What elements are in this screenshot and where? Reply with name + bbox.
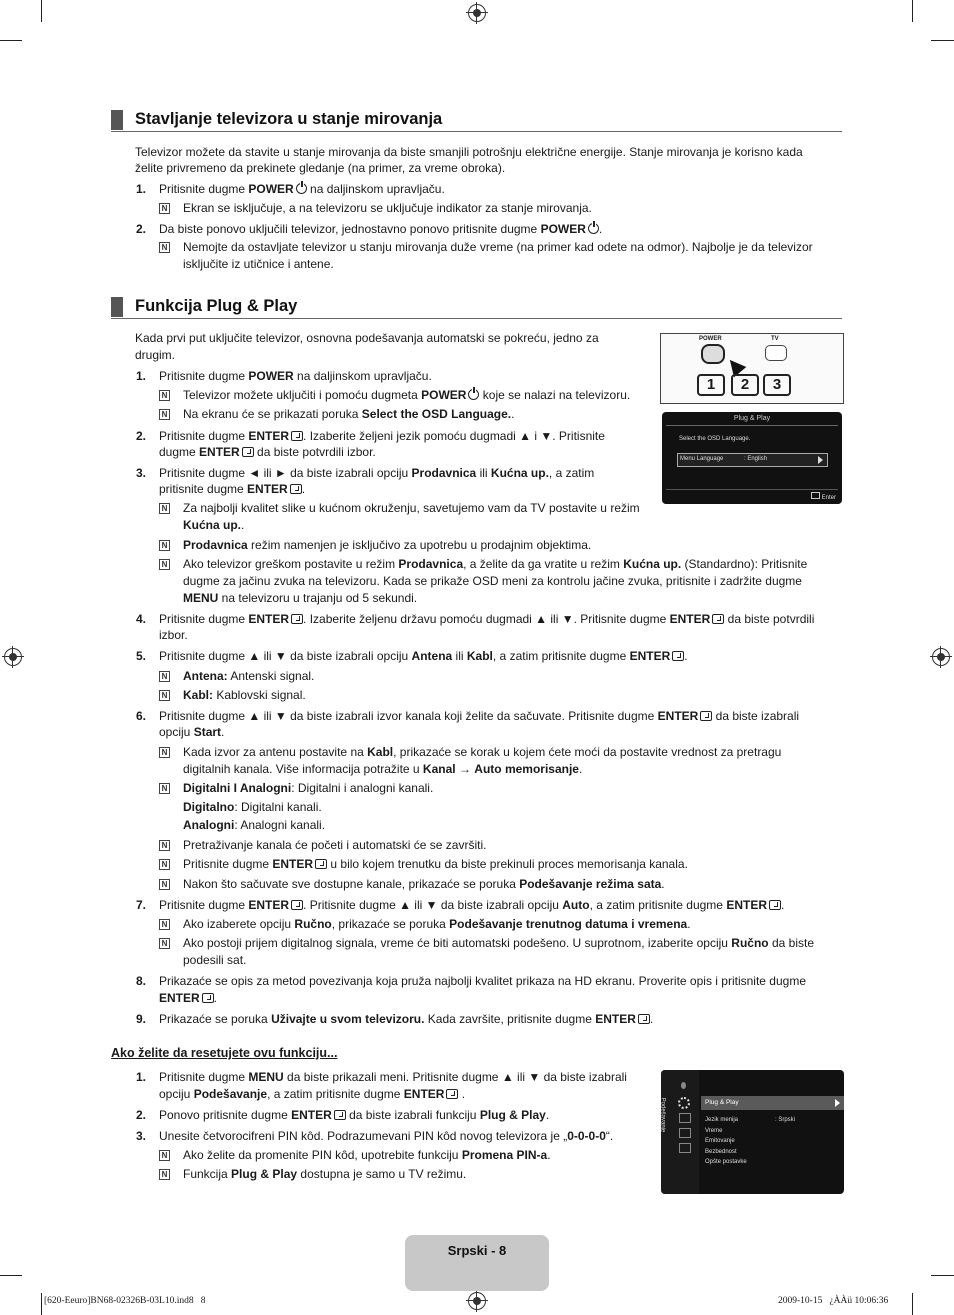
osd-title: Plug & Play [733,415,771,422]
step-number: 3. [136,1129,147,1143]
remote-power-button-icon [701,344,725,364]
note-icon: N [159,540,170,551]
note-text: Na ekranu će se prikazati poruka Select the OSD Language.. [183,407,515,421]
step-text: Pritisnite dugme ▲ ili ▼ da biste izabrali izvor kanala koji želite da sačuvate. Pritisnite dugme ENTER da biste izabrali [159,709,800,723]
osd-menu-sidebar [661,1070,699,1194]
note-text: Ekran se isključuje, a na televizoru se uključuje indikator za stanje mirovanja. [183,201,592,215]
print-date-info: 2009-10-15 ¿ÀÀü 10:06:36 [778,1296,889,1306]
power-icon [588,223,599,234]
step-number: 4. [136,612,147,626]
crop-mark [41,0,42,22]
note-text: Nemojte da ostavljate televizor u stanju mirovanja duže vreme (na primer kad odete na odmor). Najbolje je da televizor [183,240,813,254]
step-text: Unesite četvorocifreni PIN kôd. Podrazumevani PIN kôd novog televizora je „0-0-0-0“. [159,1129,614,1143]
step-number: 1. [136,1070,147,1084]
note-text: Funkcija Plug & Play dostupna je samo u TV režimu. [183,1167,467,1181]
note-text: Ako izaberete opciju Ručno, prikazaće se poruka Podešavanje trenutnog datuma i vremena. [183,917,691,931]
paragraph: želite privremeno da prekinete gledanje (na primer, za vreme obroka). [135,161,506,175]
step-number: 6. [136,709,147,723]
step-text: izbor. [159,628,188,642]
step-text: Pritisnite dugme POWER na daljinskom upravljaču. [159,182,445,196]
crop-mark [912,1293,913,1315]
note-icon: N [159,840,170,851]
paragraph: Televizor možete da stavite u stanje mirovanja da biste smanjili potrošnju električne energije. Stanje mirovanja je korisno kada [135,145,803,159]
step-text: dugme ENTER da biste potvrdili izbor. [159,445,376,459]
osd-highlight-label: Plug & Play [705,1099,739,1106]
note-text: Televizor možete uključiti i pomoću dugmeta POWER koje se nalazi na televizoru. [183,388,631,402]
note-text: Digitalni I Analogni: Digitalni i analogni kanali. [183,781,434,795]
note-icon: N [159,1169,170,1180]
step-number: 5. [136,649,147,663]
osd-footer-line [666,489,838,490]
osd-arrow-right-icon [818,456,823,464]
note-text: podesili sat. [183,953,247,967]
osd-menu-item: Vreme [705,1128,723,1134]
enter-icon [769,900,781,910]
step-number: 8. [136,974,147,988]
note-text: Pretraživanje kanala će početi i automatski će se završiti. [183,838,487,852]
step-number: 7. [136,898,147,912]
osd-arrow-right-icon [835,1099,840,1107]
enter-icon [672,651,684,661]
osd-menu-icon [681,1082,686,1089]
note-text: dugme za jačinu zvuka na televizoru. Kada se prikaže OSD meni za kontrolu jačine zvuka, pritisnite i zadržite dugme [183,574,802,588]
note-text: Kabl: Kablovski signal. [183,688,306,702]
step-text: Pritisnite dugme ENTER . Izaberite željenu državu pomoću dugmadi ▲ ili ▼. Pritisnite dugme ENTER da biste potvrdili [159,612,815,626]
enter-icon [638,1014,650,1024]
note-icon: N [159,242,170,253]
step-text: Pritisnite dugme MENU da biste prikazali meni. Pritisnite dugme ▲ ili ▼ da biste izabrali [159,1070,627,1084]
step-number: 2. [136,1108,147,1122]
paragraph: drugim. [135,348,176,362]
registration-mark-icon [932,648,950,666]
enter-icon [315,859,327,869]
osd-prompt: Select the OSD Language. [679,436,751,442]
page-number: Srpski - 8 [447,1243,507,1258]
enter-icon [811,492,820,499]
osd-title-line [666,425,838,426]
note-icon: N [159,671,170,682]
enter-icon [290,484,302,494]
heading-bar [111,110,123,130]
note-icon: N [159,1150,170,1161]
enter-icon [291,900,303,910]
note-icon: N [159,690,170,701]
step-number: 2. [136,222,147,236]
note-text: Pritisnite dugme ENTER u bilo kojem trenutku da biste prekinuli proces memorisanja kanala. [183,857,688,871]
note-text: Kada izvor za antenu postavite na Kabl, prikazaće se korak u kojem ćete moći da postavite vrednost za pretragu [183,745,782,759]
step-text: ENTER . [159,991,218,1005]
crop-mark [931,1275,954,1276]
note-icon: N [159,203,170,214]
osd-setup-menu-screen [661,1070,844,1194]
osd-highlight-row [701,1096,844,1110]
step-text: Pritisnite dugme ENTER . Pritisnite dugme ▲ ili ▼ da biste izabrali opciju Auto, a zatim pritisnite dugme ENTER . [159,898,785,912]
osd-menu-item: Emitovanje [705,1138,735,1144]
step-number: 1. [136,369,147,383]
note-text: Digitalno: Digitalni kanali. [183,800,322,814]
osd-enter-hint: Enter [811,492,836,501]
enter-icon [291,431,303,441]
step-number: 9. [136,1012,147,1026]
remote-power-label: POWER [699,336,722,342]
registration-mark-icon [468,1292,486,1310]
osd-row-label: Menu Language [680,456,724,462]
note-icon: N [159,747,170,758]
note-icon: N [159,938,170,949]
note-text: MENU na televizoru u trajanju od 5 sekundi. [183,591,418,605]
step-text: Pritisnite dugme ▲ ili ▼ da biste izabrali opciju Antena ili Kabl, a zatim pritisnite dugme ENTER . [159,649,688,663]
note-icon: N [159,859,170,870]
note-text: digitalnih kanala. Više informacija potražite u Kanal → Auto memorisanje. [183,762,583,776]
osd-side-label: Podešavanje [659,1097,666,1133]
step-number: 2. [136,429,147,443]
step-text: Prikazaće se opis za metod povezivanja koja pruža najbolji kvalitet prikaza na HD ekranu. Proverite opis i pritisnite dugme [159,974,806,988]
remote-key-2: 2 [731,374,759,396]
note-icon: N [159,783,170,794]
note-icon: N [159,390,170,401]
note-text: Ako želite da promenite PIN kôd, upotrebite funkciju Promena PIN-a. [183,1148,551,1162]
note-text: Ako televizor greškom postavite u režim Prodavnica, a želite da ga vratite u režim Kućna up. (Standardno): Pritisnite [183,557,808,571]
remote-tv-button-icon [765,345,787,361]
enter-icon [291,614,303,624]
osd-menu-item: Bezbednost [705,1149,737,1155]
step-number: 1. [136,182,147,196]
step-text: pritisnite dugme ENTER . [159,482,306,496]
osd-row-value: : English [744,456,768,462]
crop-mark [41,1293,42,1315]
step-text: opciju Start. [159,725,225,739]
section-title: Stavljanje televizora u stanje mirovanja [135,110,443,128]
enter-icon [242,447,254,457]
enter-icon [202,993,214,1003]
crop-mark [931,40,954,41]
crop-mark [0,40,22,41]
osd-menu-item-value: : Srpski [775,1117,796,1123]
enter-icon [712,614,724,624]
crop-mark [0,1275,22,1276]
remote-key-3: 3 [763,374,791,396]
power-icon [468,389,479,400]
note-text: Kućna up.. [183,518,245,532]
note-icon: N [159,503,170,514]
enter-icon [700,711,712,721]
divider [111,131,842,132]
osd-menu-item: Jezik menija [705,1117,739,1123]
enter-icon [446,1089,458,1099]
note-text: isključite iz utičnice i antene. [183,257,334,271]
registration-mark-icon [4,648,22,666]
note-icon: N [159,559,170,570]
note-text: Nakon što sačuvate sve dostupne kanale, prikazaće se poruka Podešavanje režima sata. [183,877,665,891]
remote-key-1: 1 [697,374,725,396]
heading-bar [111,297,123,317]
remote-tv-label: TV [771,336,779,342]
note-text: Za najbolji kvalitet slike u kućnom okruženju, savetujemo vam da TV postavite u režim [183,501,640,515]
osd-menu-icon [679,1128,691,1138]
osd-menu-item: Opšte postavke [705,1159,747,1165]
page-number-tab [405,1235,549,1291]
registration-mark-icon [468,4,486,22]
power-icon [296,183,307,194]
osd-setup-gear-icon [678,1097,690,1109]
step-text: Pritisnite dugme ENTER . Izaberite željeni jezik pomoću dugmadi ▲ i ▼. Pritisnite [159,429,605,443]
print-file-info: [620-Eeuro]BN68-02326B-03L10.ind8 8 [44,1296,206,1306]
step-number: 3. [136,466,147,480]
note-text: Analogni: Analogni kanali. [183,818,326,832]
note-icon: N [159,409,170,420]
osd-menu-icon [679,1143,691,1153]
note-text: Antena: Antenski signal. [183,669,315,683]
enter-icon [334,1110,346,1120]
section-title: Funkcija Plug & Play [135,297,298,315]
step-text: Pritisnite dugme ◄ ili ► da biste izabrali opciju Prodavnica ili Kućna up., a zatim [159,466,595,480]
step-text: Prikazaće se poruka Uživajte u svom televizoru. Kada završite, pritisnite dugme ENTER . [159,1012,654,1026]
paragraph: Kada prvi put uključite televizor, osnovna podešavanja automatski se pokreću, jedno za [135,331,599,345]
step-text: Da biste ponovo uključili televizor, jednostavno ponovo pritisnite dugme POWER . [159,222,603,236]
subheading: Ako želite da resetujete ovu funkciju... [111,1046,338,1060]
step-text: opciju Podešavanje, a zatim pritisnite dugme ENTER . [159,1087,466,1101]
crop-mark [912,0,913,22]
step-text: Pritisnite dugme POWER na daljinskom upravljaču. [159,369,432,383]
note-text: Ako postoji prijem digitalnog signala, vreme će biti automatski podešeno. U suprotnom, izaberite opciju Ručno da biste [183,936,815,950]
osd-menu-icon [679,1113,691,1123]
note-icon: N [159,879,170,890]
osd-language-row [677,453,828,467]
divider [111,318,842,319]
osd-plug-and-play-screen [662,412,842,504]
remote-control-image [660,333,844,404]
note-text: Prodavnica režim namenjen je isključivo za upotrebu u prodajnim objektima. [183,538,592,552]
note-icon: N [159,919,170,930]
step-text: Ponovo pritisnite dugme ENTER da biste izabrali funkciju Plug & Play. [159,1108,550,1122]
